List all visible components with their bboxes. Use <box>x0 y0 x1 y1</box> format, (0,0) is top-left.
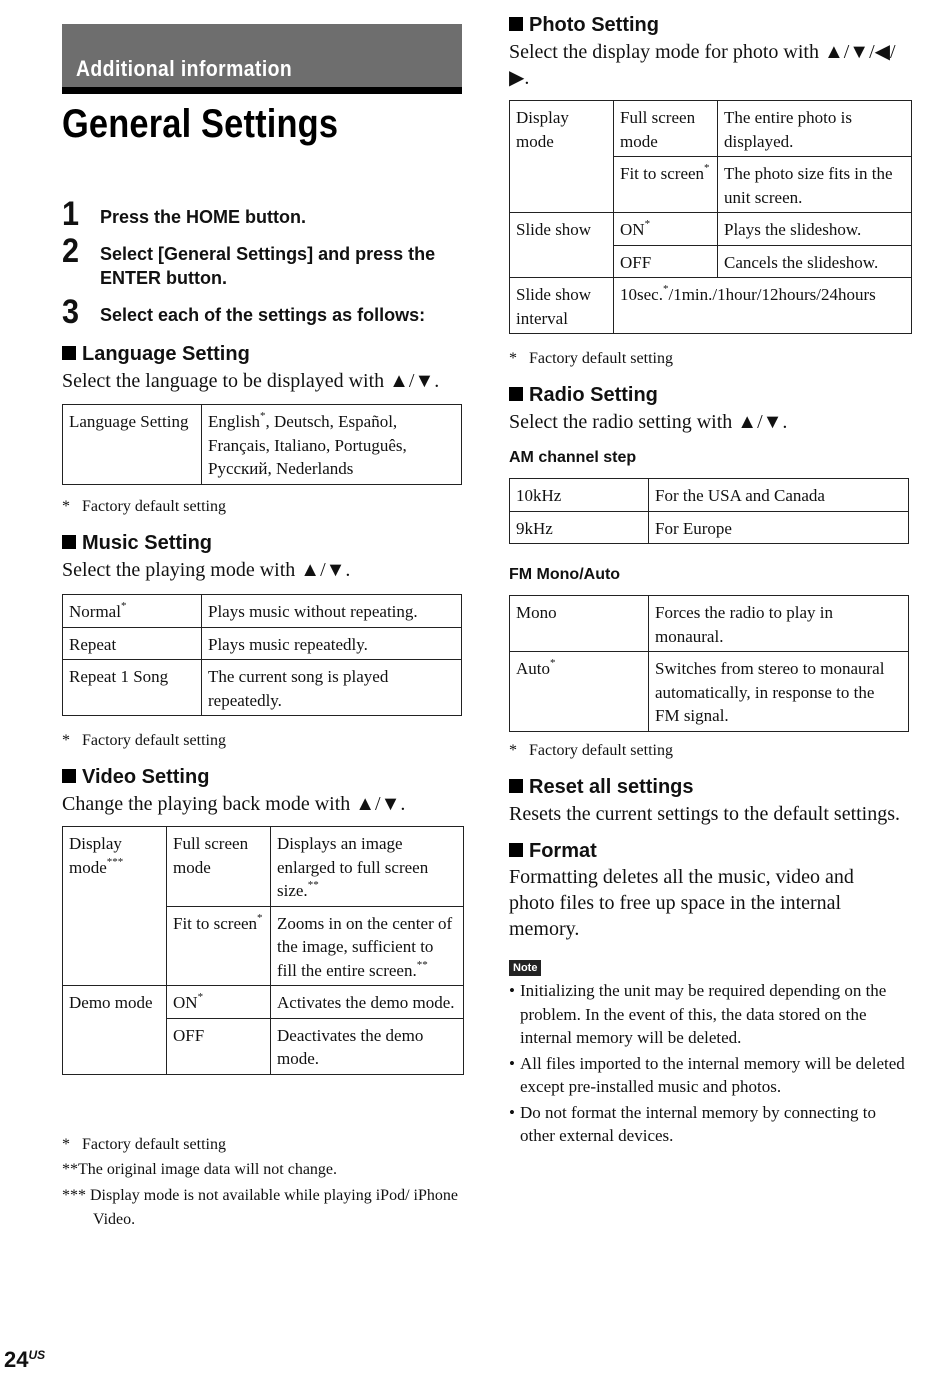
table-row <box>63 986 464 1019</box>
table-row <box>510 278 912 334</box>
footnote: * Factory default setting <box>509 350 673 367</box>
footnote: * Factory default setting <box>62 732 226 749</box>
table-cell: Auto* <box>510 652 649 732</box>
language-table <box>62 404 462 485</box>
photo-table <box>509 100 912 334</box>
video-heading: Video Setting <box>62 765 209 789</box>
table-cell: The photo size fits in the unit screen. <box>718 157 912 213</box>
table-cell: Language Setting <box>63 405 202 485</box>
footnote: * Factory default setting <box>62 1136 226 1153</box>
table-row <box>63 595 462 628</box>
table-cell: Repeat <box>63 627 202 660</box>
video-description: Change the playing back mode with ▲/▼. <box>62 793 406 815</box>
table-cell: Plays music repeatedly. <box>202 627 462 660</box>
table-cell: Zooms in on the center of the image, sufficient to fill the entire screen.** <box>271 906 464 986</box>
table-cell: Full screen mode <box>614 101 718 157</box>
step-number: 1 <box>62 195 80 233</box>
table-cell: 9kHz <box>510 511 649 544</box>
table-row <box>63 627 462 660</box>
table-cell: ON* <box>614 213 718 246</box>
footnote: * Factory default setting <box>62 498 226 515</box>
table-cell: Repeat 1 Song <box>63 660 202 716</box>
format-heading: Format <box>509 839 597 863</box>
music-description: Select the playing mode with ▲/▼. <box>62 559 351 581</box>
table-row <box>510 479 909 512</box>
square-bullet-icon <box>509 843 523 857</box>
reset-description: Resets the current settings to the default settings. <box>509 803 901 825</box>
format-description: Formatting deletes all the music, video and photo files to free up space in the internal memory. <box>509 866 854 940</box>
table-row <box>63 660 462 716</box>
square-bullet-icon <box>509 779 523 793</box>
language-description: Select the language to be displayed with ▲/▼. <box>62 370 440 392</box>
table-row <box>510 596 909 652</box>
list-item: • Do not format the internal memory by connecting to other external devices. <box>509 1101 913 1148</box>
reset-heading: Reset all settings <box>509 775 694 799</box>
table-row <box>63 827 464 907</box>
table-cell: 10sec.*/1min./1hour/12hours/24hours <box>614 278 912 334</box>
table-cell: OFF <box>614 245 718 278</box>
footnote: * Factory default setting <box>509 742 673 759</box>
square-bullet-icon <box>62 769 76 783</box>
table-cell: Cancels the slideshow. <box>718 245 912 278</box>
table-cell: Displays an image enlarged to full screen size.** <box>271 827 464 907</box>
radio-description: Select the radio setting with ▲/▼. <box>509 411 788 433</box>
table-cell: Forces the radio to play in monaural. <box>649 596 909 652</box>
table-row <box>510 652 909 732</box>
table-cell: Plays music without repeating. <box>202 595 462 628</box>
table-row <box>510 101 912 157</box>
table-row <box>63 405 462 485</box>
note-badge: Note <box>509 960 541 976</box>
table-cell: OFF <box>167 1018 271 1074</box>
table-cell: For the USA and Canada <box>649 479 909 512</box>
photo-heading: Photo Setting <box>509 13 659 37</box>
table-cell: Display mode <box>510 101 614 213</box>
step-text: Press the HOME button. <box>100 207 307 227</box>
table-cell: Deactivates the demo mode. <box>271 1018 464 1074</box>
music-table <box>62 594 462 716</box>
table-cell: Display mode*** <box>63 827 167 986</box>
table-cell: Normal* <box>63 595 202 628</box>
square-bullet-icon <box>509 17 523 31</box>
table-cell: Fit to screen* <box>167 906 271 986</box>
table-cell: Demo mode <box>63 986 167 1075</box>
table-cell: Slide show interval <box>510 278 614 334</box>
fm-table <box>509 595 909 732</box>
table-cell: Fit to screen* <box>614 157 718 213</box>
footnote: *** Display mode is not available while playing iPod/ iPhone Video. <box>62 1187 458 1228</box>
step-number: 2 <box>62 232 80 270</box>
list-item: • Initializing the unit may be required depending on the problem. In the event of this, the data stored on the internal memory will be deleted. <box>509 979 913 1050</box>
table-cell: Mono <box>510 596 649 652</box>
note-list <box>509 979 913 1150</box>
page-title: General Settings <box>62 102 339 146</box>
table-cell: English*, Deutsch, Español, Français, Italiano, Português, Русский, Nederlands <box>202 405 462 485</box>
table-cell: Full screen mode <box>167 827 271 907</box>
table-cell: Switches from stereo to monaural automatically, in response to the FM signal. <box>649 652 909 732</box>
section-banner <box>62 24 462 94</box>
banner-text: Additional information <box>76 56 293 81</box>
table-cell: The current song is played repeatedly. <box>202 660 462 716</box>
step-text: Select each of the settings as follows: <box>100 305 426 325</box>
table-cell: For Europe <box>649 511 909 544</box>
photo-description: Select the display mode for photo with ▲/▼/◀/ ▶. <box>509 41 896 89</box>
table-cell: Slide show <box>510 213 614 278</box>
square-bullet-icon <box>62 346 76 360</box>
page-number: $24^{US}$ <box>4 1347 46 1372</box>
table-row <box>510 213 912 246</box>
table-row <box>510 511 909 544</box>
list-item: • All files imported to the internal memory will be deleted except pre-installed music and photos. <box>509 1052 913 1099</box>
footnote: **The original image data will not change. <box>62 1161 338 1178</box>
square-bullet-icon <box>62 535 76 549</box>
video-table <box>62 826 464 1075</box>
table-cell: The entire photo is displayed. <box>718 101 912 157</box>
square-bullet-icon <box>509 387 523 401</box>
step-text: Select [General Settings] and press the ENTER button. <box>100 244 436 288</box>
am-table <box>509 478 909 544</box>
table-cell: Activates the demo mode. <box>271 986 464 1019</box>
am-channel-heading: AM channel step <box>509 449 637 466</box>
music-heading: Music Setting <box>62 531 212 555</box>
table-cell: ON* <box>167 986 271 1019</box>
table-cell: Plays the slideshow. <box>718 213 912 246</box>
table-cell: 10kHz <box>510 479 649 512</box>
language-heading: Language Setting <box>62 342 250 366</box>
fm-mono-auto-heading: FM Mono/Auto <box>509 566 621 583</box>
step-number: 3 <box>62 293 80 331</box>
radio-heading: Radio Setting <box>509 383 658 407</box>
